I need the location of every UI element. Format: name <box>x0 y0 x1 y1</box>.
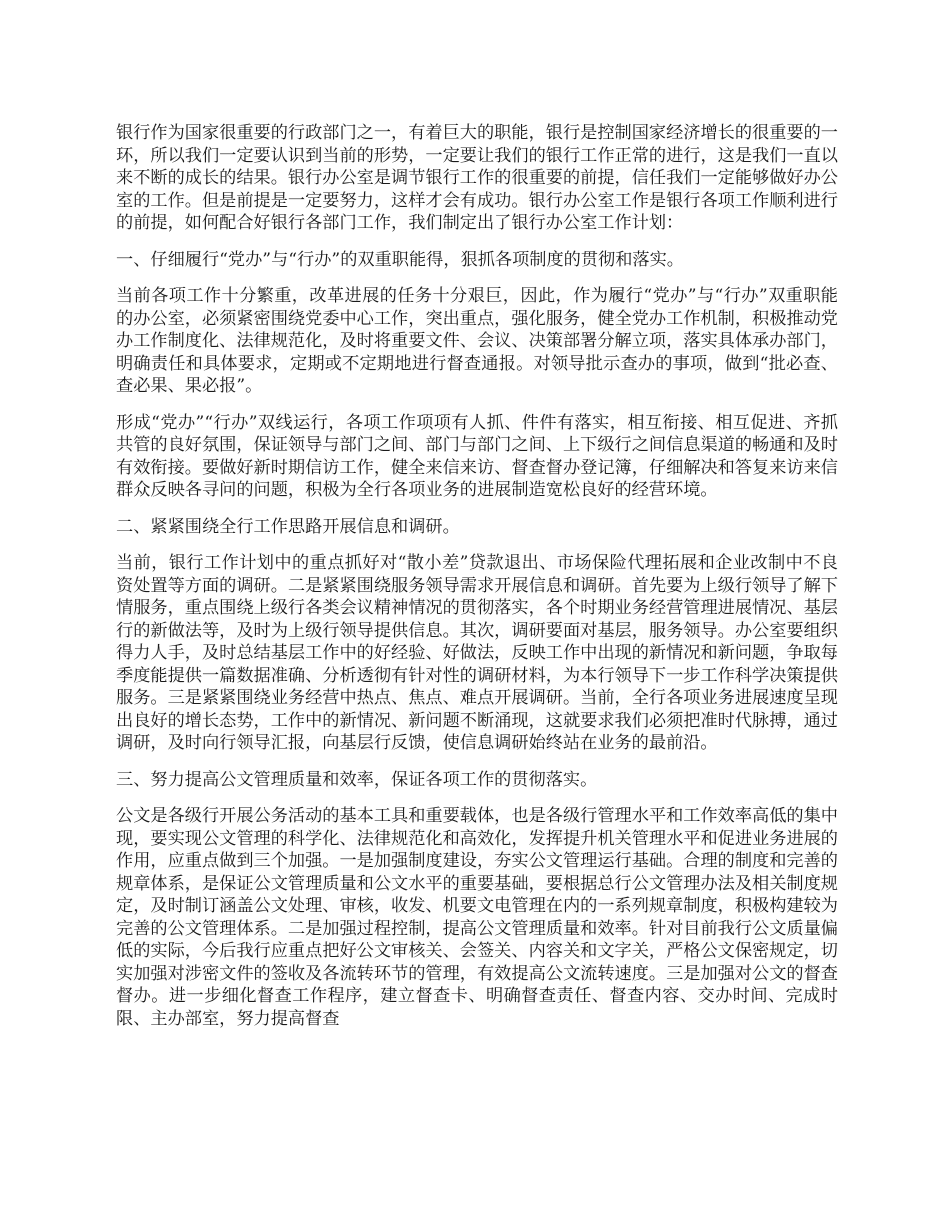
section-heading-2: 二、紧紧围绕全行工作思路开展信息和调研。 <box>116 516 460 537</box>
section-heading-1: 一、仔细履行“党办”与“行办”的双重职能得，狠抓各项制度的贯彻和落实。 <box>116 249 684 270</box>
intro-paragraph: 银行作为国家很重要的行政部门之一，有着巨大的职能，银行是控制国家经济增长的很重要的一环，所以我们一定要认识到当前的形势，一定要让我们的银行工作正常的进行，这是我们一直以来不断的成长的结果。银行办公室是调节银行工作的很重要的前提，信任我们一定能够做好办公室的工作。但是前提是一定要努力，这样才会有成功。银行办公室工作是银行各项工作顺利进行的前提，如何配合好银行各部门工作，我们制定出了银行办公室工作计划： <box>116 123 838 233</box>
document-body <box>116 122 838 1044</box>
section-3-paragraph-1: 公文是各级行开展公务活动的基本工具和重要载体，也是各级行管理水平和工作效率高低的集中现，要实现公文管理的科学化、法律规范化和高效化，发挥提升机关管理水平和促进业务进展的作用，应重点做到三个加强。一是加强制度建设，夯实公文管理运行基础。合理的制度和完善的规章体系，是保证公文管理质量和公文水平的重要基础，要根据总行公文管理办法及相关制度规定，及时制订涵盖公文处理、审核，收发、机要文电管理在内的一系列规章制度，积极构建较为完善的公文管理体系。二是加强过程控制，提高公文管理质量和效率。针对目前我行公文质量偏低的实际，今后我行应重点把好公文审核关、会签关、内容关和文字关，严格公文保密规定，切实加强对涉密文件的签收及各流转环节的管理，有效提高公文流转速度。三是加强对公文的督查督办。进一步细化督查工作程序，建立督查卡、明确督查责任、督查内容、交办时间、完成时限、主办部室，努力提高督查 <box>116 806 838 1029</box>
section-2-paragraph-1: 当前，银行工作计划中的重点抓好对“散小差”贷款退出、市场保险代理拓展和企业改制中不良资处置等方面的调研。二是紧紧围绕服务领导需求开展信息和调研。首先要为上级行领导了解下情服务，重点围绕上级行各类会议精神情况的贯彻落实，各个时期业务经营管理进展情况、基层行的新做法等，及时为上级行领导提供信息。其次，调研要面对基层，服务领导。办公室要组织得力人手，及时总结基层工作中的好经验、好做法，反映工作中出现的新情况和新问题，争取每季度能提供一篇数据准确、分析透彻有针对性的调研材料，为本行领导下一步工作科学决策提供服务。三是紧紧围绕业务经营中热点、焦点、难点开展调研。当前，全行各项业务进展速度呈现出良好的增长态势，工作中的新情况、新问题不断涌现，这就要求我们必须把准时代脉搏，通过调研，及时向行领导汇报，向基层行反馈，使信息调研始终站在业务的最前沿。 <box>116 553 838 753</box>
section-heading-3: 三、努力提高公文管理质量和效率，保证各项工作的贯彻落实。 <box>116 769 598 790</box>
section-1-paragraph-1: 当前各项工作十分繁重，改革进展的任务十分艰巨，因此，作为履行“党办”与“行办”双重职能的办公室，必须紧密围绕党委中心工作，突出重点，强化服务，健全党办工作机制，积极推动党办工作制度化、法律规范化，及时将重要文件、会议、决策部署分解立项，落实具体承办部门，明确责任和具体要求，定期或不定期地进行督查通报。对领导批示查办的事项，做到“批必查、查必果、果必报”。 <box>116 286 838 396</box>
section-1-paragraph-2: 形成“党办”“行办”双线运行，各项工作项项有人抓、件件有落实，相互衔接、相互促进、齐抓共管的良好氛围，保证领导与部门之间、部门与部门之间、上下级行之间信息渠道的畅通和及时有效衔接。要做好新时期信访工作，健全来信来访、督查督办登记簿，仔细解决和答复来访来信群众反映各寻问的问题，积极为全行各项业务的进展制造宽松良好的经营环境。 <box>116 412 838 500</box>
